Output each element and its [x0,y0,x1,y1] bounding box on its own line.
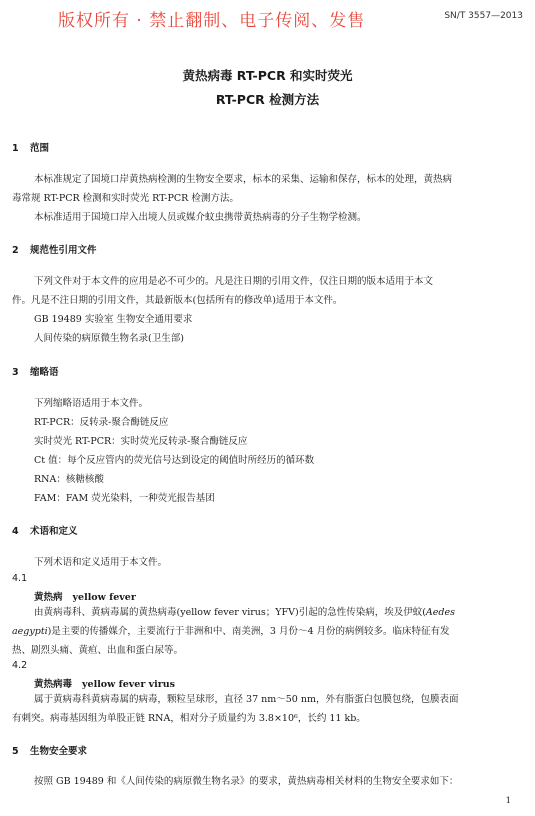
standard-code: SN/T 3557—2013 [444,11,523,21]
paragraph: 本标准适用于国境口岸入出境人员或媒介蚊虫携带黄热病毒的分子生物学检测。 [34,212,367,223]
definition-line: 热、剧烈头痛、黄疸、出血和蛋白尿等。 [12,645,184,656]
document-title-line-1: 黄热病毒 RT-PCR 和实时荧光 [182,68,353,83]
term-heading [34,676,175,690]
paragraph: 下列缩略语适用于本文件。 [34,398,149,409]
abbreviation-item: RNA：核糖核酸 [34,474,104,485]
section-number: 3 [12,367,19,378]
abbreviation-item: 实时荧光 RT-PCR：实时荧光反转录-聚合酶链反应 [34,436,248,447]
section-number: 4 [12,526,19,537]
section-title: 范围 [30,143,50,154]
abbreviation-item: RT-PCR：反转录-聚合酶链反应 [34,417,169,428]
definition-line [12,622,450,641]
reference-item: 人间传染的病原微生物名录(卫生部) [34,333,184,344]
section-2-heading [12,242,97,256]
term-zh: 黄热病 [34,592,63,603]
definition-line [34,603,455,622]
definition-line: 有刺突。病毒基因组为单股正链 RNA，相对分子质量约为 3.8×10⁶，长约 11 kb。 [12,713,366,724]
latin-name: Aedes [425,607,455,618]
section-title: 缩略语 [30,367,59,378]
definition-text: 由黄病毒科、黄病毒属的黄热病毒(yellow fever virus；YFV)引起的急性传染病，埃及伊蚊( [34,607,426,618]
abbreviation-item: FAM：FAM 荧光染料，一种荧光报告基团 [34,493,215,504]
latin-name: aegypti [12,626,48,637]
term-zh: 黄热病毒 [34,679,73,690]
paragraph: 下列文件对于本文件的应用是必不可少的。凡是注日期的引用文件，仅注日期的版本适用于本文 [34,276,434,287]
section-title: 规范性引用文件 [30,245,97,256]
reference-item: GB 19489 实验室 生物安全通用要求 [34,314,193,325]
section-1-heading [12,140,49,154]
paragraph: 按照 GB 19489 和《人间传染的病原微生物名录》的要求，黄热病毒相关材料的生物安全要求如下： [34,776,459,787]
abbreviation-item: Ct 值：每个反应管内的荧光信号达到设定的阈值时所经历的循环数 [34,455,315,466]
section-number: 2 [12,245,19,256]
clause-number: 4.1 [12,573,28,584]
clause-number: 4.2 [12,660,28,671]
term-en: yellow fever [72,592,136,603]
paragraph: 下列术语和定义适用于本文件。 [34,557,168,568]
page-number: 1 [505,796,511,806]
document-title-line-2: RT-PCR 检测方法 [215,92,320,107]
term-en: yellow fever virus [82,679,176,690]
section-5-heading [12,743,87,757]
section-title: 术语和定义 [30,526,78,537]
paragraph: 本标准规定了国境口岸黄热病检测的生物安全要求，标本的采集、运输和保存，标本的处理，黄热病 [34,174,453,185]
term-heading [34,589,136,603]
paragraph: 件。凡是不注日期的引用文件，其最新版本(包括所有的修改单)适用于本文件。 [12,295,343,306]
copyright-watermark: 版权所有 · 禁止翻制、电子传阅、发售 [58,11,366,31]
definition-line: 属于黄病毒科黄病毒属的病毒，颗粒呈球形，直径 37 nm～50 nm，外有脂蛋白包膜包绕，包膜表面 [34,694,459,705]
section-title: 生物安全要求 [30,746,88,757]
paragraph: 毒常规 RT-PCR 检测和实时荧光 RT-PCR 检测方法。 [12,193,239,204]
section-4-heading [12,523,78,537]
section-number: 5 [12,746,19,757]
section-3-heading [12,364,59,378]
definition-text: )是主要的传播媒介，主要流行于非洲和中、南美洲，3 月份～4 月份的病例较多。临床特征有发 [47,626,450,637]
section-number: 1 [12,143,19,154]
